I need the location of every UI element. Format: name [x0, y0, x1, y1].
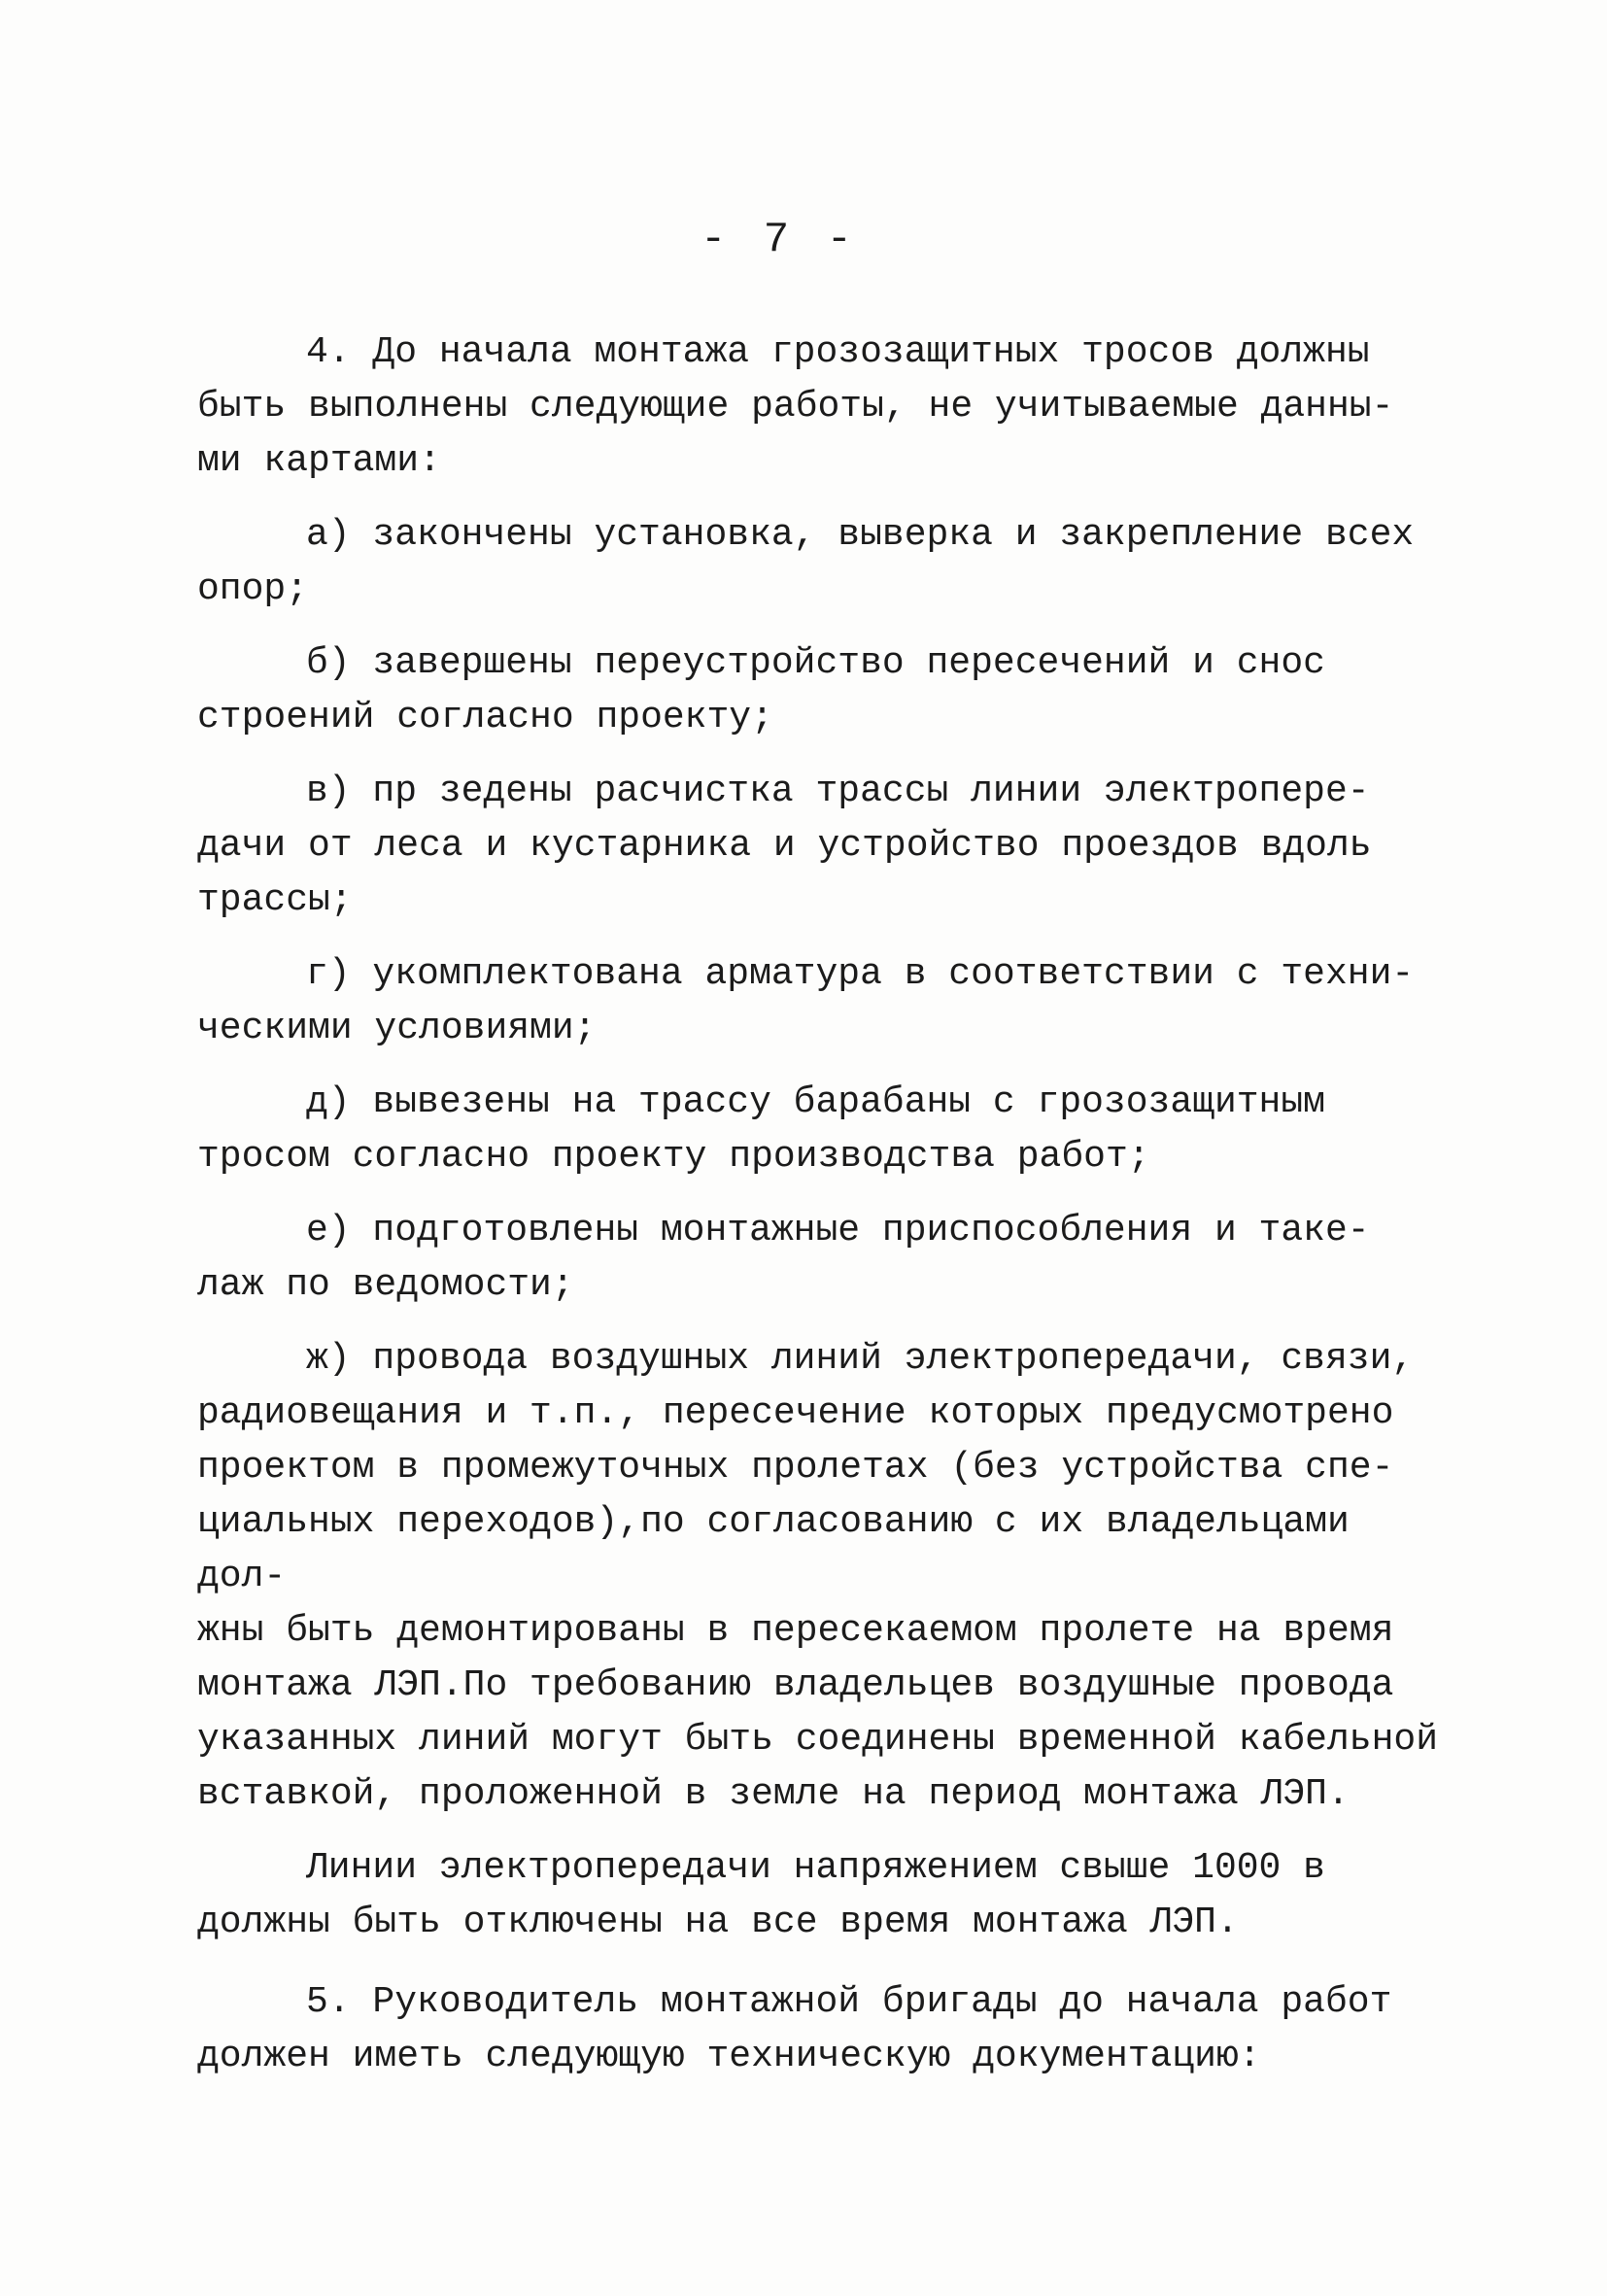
page-number: - 7 -	[700, 216, 859, 264]
paragraph-item-5: 5. Руководитель монтажной бригады до начала работ должен иметь следующую техническую документацию:	[197, 1981, 1392, 2077]
paragraph-item-zh: ж) провода воздушных линий электропередачи, связи, радиовещания и т.п., пересечение которых предусмотрено проектом в промежуточных пролетах (без устройства спе- циальных переходов),по согласованию с их владельцами дол- жны быть демонтированы в пересекаемом пролете на время монтажа ЛЭП.По требованию владельцев воздушные провода указанных линий могут быть соединены временной кабельной вставкой, проложенной в земле на период монтажа ЛЭП.	[197, 1338, 1439, 1815]
paragraph-item-a: а) закончены установка, выверка и закрепление всех опор;	[197, 514, 1415, 610]
paragraph-item-4: 4. До начала монтажа грозозащитных тросов должны быть выполнены следующие работы, не учитываемые данны- ми картами:	[197, 331, 1394, 482]
paragraph-item-g: г) укомплектована арматура в соответствии с техни- ческими условиями;	[197, 953, 1415, 1049]
document-body	[197, 326, 1451, 2104]
paragraph-power-lines-note: Линии электропередачи напряжением свыше 1000 в должны быть отключены на все время монтажа ЛЭП.	[197, 1847, 1325, 1943]
paragraph-item-d: д) вывезены на трассу барабаны с грозозащитным тросом согласно проекту производства работ;	[197, 1081, 1325, 1178]
paragraph-item-v: в) пр зедены расчистка трассы линии электропере- дачи от леса и кустарника и устройство проездов вдоль трассы;	[197, 771, 1372, 921]
paragraph-item-e: е) подготовлены монтажные приспособления и таке- лаж по ведомости;	[197, 1210, 1370, 1306]
paragraph-item-b: б) завершены переустройство пересечений и снос строений согласно проекту;	[197, 642, 1325, 738]
